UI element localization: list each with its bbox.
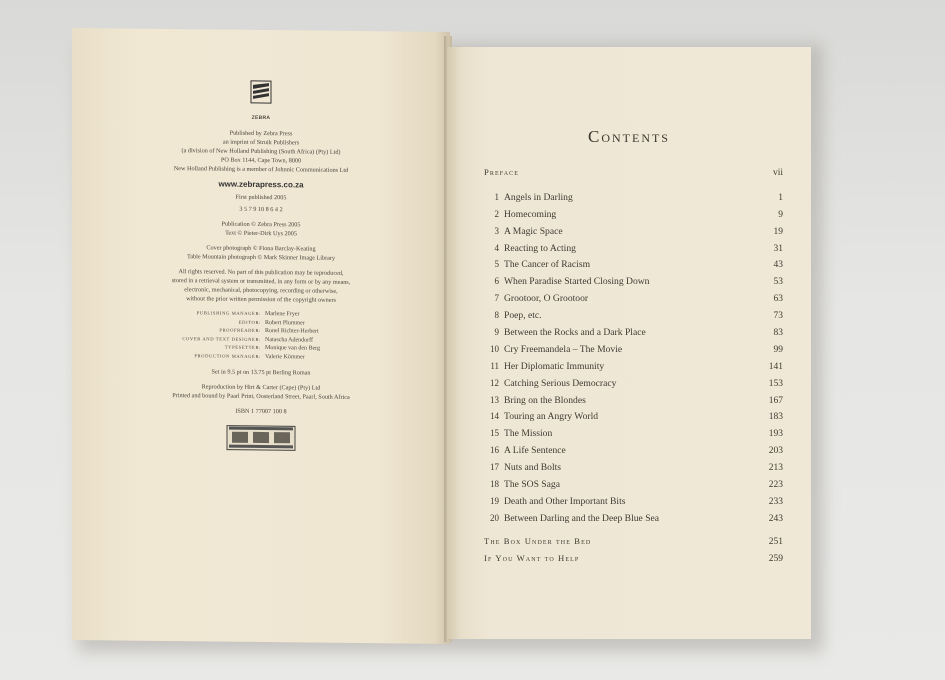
credit-name: Robert Plummer bbox=[265, 319, 305, 327]
imprint-line: Published by Zebra Press bbox=[229, 129, 293, 138]
toc-row bbox=[483, 378, 783, 395]
toc-row bbox=[483, 243, 783, 260]
toc-title: Grootoor, O Grootoor bbox=[504, 293, 589, 305]
toc-page: 203 bbox=[768, 446, 783, 457]
copyright-line: Publication © Zebra Press 2005 bbox=[221, 220, 301, 229]
toc-title: The Box Under the Bed bbox=[484, 535, 592, 546]
toc-row bbox=[483, 462, 783, 479]
contents-page bbox=[447, 47, 811, 639]
toc-page: 243 bbox=[768, 513, 783, 524]
toc-num: 11 bbox=[490, 360, 499, 371]
toc-page: 193 bbox=[768, 429, 783, 440]
toc-num: 10 bbox=[490, 343, 499, 354]
toc-num: 12 bbox=[490, 377, 499, 388]
toc-page: 19 bbox=[773, 226, 783, 237]
toc-row bbox=[483, 344, 783, 361]
toc-row bbox=[483, 226, 783, 243]
toc-page: 83 bbox=[773, 328, 783, 339]
toc-row bbox=[483, 259, 783, 276]
rights-line: stored in a retrieval system or transmitted, in any form or by any means, bbox=[171, 277, 351, 286]
credit-name: Natascha Adendorff bbox=[265, 336, 314, 344]
toc-page: 251 bbox=[768, 536, 783, 547]
zebra-logo-icon bbox=[250, 80, 272, 110]
credit-name: Marlene Fryer bbox=[265, 311, 300, 318]
repro-line: Printed and bound by Paarl Print, Oosterland Street, Paarl, South Africa bbox=[172, 391, 350, 401]
toc-row bbox=[483, 395, 783, 412]
toc-num: 7 bbox=[494, 293, 499, 304]
toc-title: If You Want to Help bbox=[484, 552, 580, 563]
toc-row bbox=[483, 496, 783, 513]
credit-role: EDITOR: bbox=[238, 319, 261, 325]
toc-title: The Mission bbox=[504, 428, 553, 440]
toc-row-back-matter bbox=[483, 553, 783, 570]
toc-num: 15 bbox=[490, 428, 499, 439]
photo-credit: Cover photograph © Fiona Barclay-Keating bbox=[206, 244, 316, 253]
credit-role: COVER AND TEXT DESIGNER: bbox=[182, 335, 261, 342]
toc-num: 9 bbox=[494, 327, 499, 338]
toc-page: 99 bbox=[773, 344, 783, 355]
credit-name: Valerie Kömmer bbox=[265, 354, 305, 361]
toc-title: Reacting to Acting bbox=[504, 242, 576, 254]
copyright-line: Text © Pieter-Dirk Uys 2005 bbox=[225, 229, 297, 238]
toc-row bbox=[483, 428, 783, 445]
toc-num: 5 bbox=[494, 259, 499, 270]
toc-page: 43 bbox=[773, 260, 783, 271]
imprint-line: (a division of New Holland Publishing (South Africa) (Pty) Ltd) bbox=[181, 147, 341, 156]
toc-title: Her Diplomatic Immunity bbox=[504, 360, 605, 372]
toc-page: vii bbox=[772, 168, 783, 178]
logo-word: ZEBRA bbox=[251, 114, 271, 122]
toc-page: 213 bbox=[768, 463, 783, 474]
toc-num: 1 bbox=[494, 191, 499, 202]
toc-num: 16 bbox=[490, 445, 499, 456]
chapter-list bbox=[483, 192, 783, 530]
credit-name: Ronel Richter-Herbert bbox=[265, 328, 319, 335]
imprint-line: New Holland Publishing is a member of Johnnic Communications Ltd bbox=[173, 165, 349, 174]
toc-title: A Magic Space bbox=[504, 225, 563, 237]
toc-page: 141 bbox=[768, 361, 783, 372]
toc-title: The Cancer of Racism bbox=[504, 259, 591, 271]
toc-page: 9 bbox=[778, 209, 783, 220]
toc-num: 4 bbox=[494, 242, 499, 253]
toc-page: 63 bbox=[773, 294, 783, 305]
table-of-contents bbox=[483, 167, 783, 569]
toc-title: Catching Serious Democracy bbox=[504, 377, 617, 389]
toc-title: Nuts and Bolts bbox=[504, 462, 562, 474]
publisher-website: www.zebrapress.co.za bbox=[218, 179, 304, 190]
toc-num: 2 bbox=[494, 208, 499, 219]
repro-line: Reproduction by Hirt & Carter (Cape) (Pty) Ltd bbox=[201, 382, 321, 392]
toc-row bbox=[483, 445, 783, 462]
typeset-line: Set in 9.5 pt on 13.75 pt Berling Roman bbox=[211, 368, 311, 377]
toc-title: Between Darling and the Deep Blue Sea bbox=[504, 512, 660, 524]
toc-num: 19 bbox=[490, 495, 499, 506]
rights-line: electronic, mechanical, photocopying, recording or otherwise, bbox=[184, 286, 338, 295]
rights-line: without the prior written permission of the copyright owners bbox=[186, 295, 336, 304]
toc-page: 167 bbox=[768, 395, 783, 406]
toc-page: 53 bbox=[773, 277, 783, 288]
toc-num: 14 bbox=[490, 411, 499, 422]
toc-row bbox=[483, 327, 783, 344]
toc-page: 259 bbox=[768, 553, 783, 564]
toc-row bbox=[483, 192, 783, 209]
toc-row-back-matter bbox=[483, 536, 783, 553]
imprint-line: PO Box 1144, Cape Town, 8000 bbox=[220, 156, 302, 165]
toc-num: 13 bbox=[490, 394, 499, 405]
toc-page: 31 bbox=[773, 243, 783, 254]
imprint-block bbox=[72, 78, 450, 454]
photo-credit: Table Mountain photograph © Mark Skinner Image Library bbox=[186, 253, 336, 262]
toc-row bbox=[483, 293, 783, 310]
toc-page: 233 bbox=[768, 496, 783, 507]
toc-row bbox=[483, 479, 783, 496]
toc-row bbox=[483, 310, 783, 327]
imprint-page bbox=[72, 28, 450, 644]
toc-title: Poep, etc. bbox=[504, 310, 542, 322]
toc-row bbox=[483, 276, 783, 293]
toc-title: Homecoming bbox=[504, 208, 557, 220]
image-library-logo-icon bbox=[226, 423, 296, 452]
toc-title: A Life Sentence bbox=[504, 445, 566, 457]
toc-page: 223 bbox=[768, 480, 783, 491]
credits-list bbox=[111, 308, 411, 363]
toc-title: Preface bbox=[484, 167, 520, 177]
toc-page: 183 bbox=[768, 412, 783, 423]
toc-title: Death and Other Important Bits bbox=[504, 495, 626, 507]
imprint-line: an imprint of Struik Publishers bbox=[222, 138, 300, 147]
toc-title: The SOS Saga bbox=[504, 479, 560, 491]
toc-row-preface bbox=[483, 167, 783, 184]
print-run: 3 5 7 9 10 8 6 4 2 bbox=[239, 205, 283, 214]
credit-role: PUBLISHING MANAGER: bbox=[196, 310, 261, 316]
toc-num: 3 bbox=[494, 225, 499, 236]
rights-line: All rights reserved. No part of this publication may be reproduced, bbox=[178, 268, 344, 277]
toc-title: Angels in Darling bbox=[504, 191, 573, 203]
toc-title: Between the Rocks and a Dark Place bbox=[504, 327, 646, 339]
toc-page: 1 bbox=[778, 192, 783, 203]
toc-page: 153 bbox=[768, 378, 783, 389]
toc-num: 8 bbox=[494, 310, 499, 321]
toc-page: 73 bbox=[773, 311, 783, 322]
toc-row bbox=[483, 513, 783, 530]
credit-role: PROOFREADER: bbox=[219, 327, 261, 334]
toc-num: 6 bbox=[494, 276, 499, 287]
toc-row bbox=[483, 361, 783, 378]
toc-title: When Paradise Started Closing Down bbox=[504, 276, 650, 288]
toc-num: 18 bbox=[490, 479, 499, 490]
toc-title: Bring on the Blondes bbox=[504, 394, 586, 406]
toc-row bbox=[483, 411, 783, 428]
credit-role: TYPESETTER: bbox=[224, 344, 261, 351]
toc-num: 17 bbox=[490, 462, 499, 473]
credit-role: PRODUCTION MANAGER: bbox=[194, 353, 261, 359]
toc-num: 20 bbox=[490, 512, 499, 523]
first-published: First published 2005 bbox=[235, 193, 287, 202]
isbn: ISBN 1 77007 100 8 bbox=[235, 407, 287, 415]
toc-title: Cry Freemandela – The Movie bbox=[504, 343, 623, 355]
toc-row bbox=[483, 209, 783, 226]
credit-name: Monique van den Berg bbox=[265, 345, 321, 352]
toc-title: Touring an Angry World bbox=[504, 411, 599, 423]
contents-title: Contents bbox=[587, 127, 670, 146]
